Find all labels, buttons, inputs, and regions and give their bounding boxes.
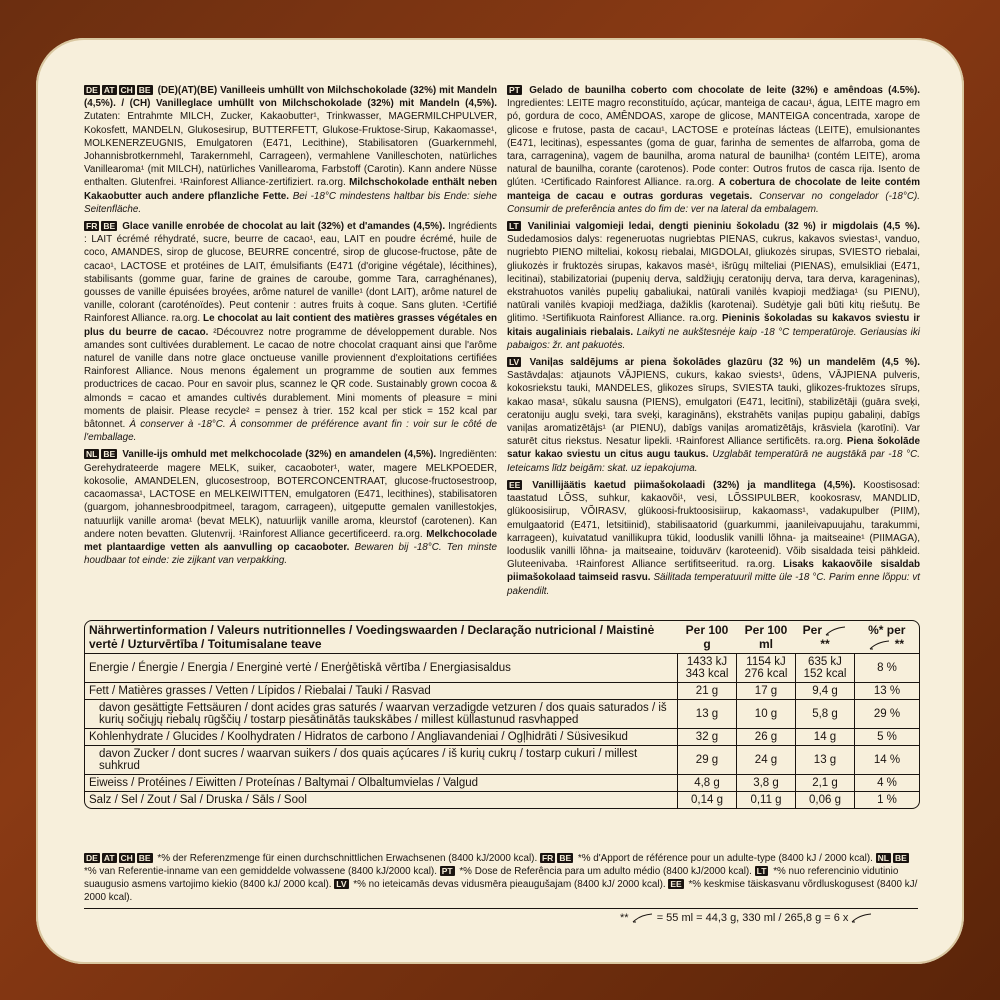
ice-cream-stick-icon: [851, 913, 873, 923]
flag-de: DE: [86, 853, 98, 863]
ingredients-nl: [84, 448, 497, 567]
value-per-portion: 0,06 g: [796, 792, 855, 809]
nutrition-row-energy: [85, 654, 919, 683]
value-per-100g: 0,14 g: [678, 792, 737, 809]
ice-cream-stick-icon: [825, 626, 847, 636]
value-per-100ml: 3,8 g: [737, 775, 796, 792]
value-per-portion: 635 kJ 152 kcal: [796, 654, 855, 683]
nutrient-label: Salz / Sel / Zout / Sal / Druska / Sāls / Sool: [85, 792, 678, 809]
footnote-nl: *% van Referentie-inname van een gemiddelde volwassene (8400 kJ/2000 kcal).: [84, 866, 437, 877]
ingredients-ee: [507, 479, 920, 598]
value-per-100ml: 1154 kJ 276 kcal: [737, 654, 796, 683]
ingredients-text-lt: Sudedamosios dalys: regeneruotas nugriebtas PIENAS, cukrus, kakavos sviestas¹, vanduo, nugriebto PIENO milteliai, kokosų riebalai, MIGDOLAI, gliukozės sirupas, SVIESTO riebalai, gliukozės ir fruktozės sirupas, kakavos masė¹, išrūgų milteliai (PIENAS), emulsikliai (E471, lecitinai), stabilizatoriai (pupenių derva, saldžiųjų ceratonijų derva, tara derva, karageninas), ekstrahuotos vanilės pupelių gabaliukai, natūrali vanilės kvapioji medžiaga¹ (su PIENU), natūrali vanilės kvapioji medžiaga, dažiklis (karotenai). Sudėtyje gali būti kitų riešutų. Be glitimo. ¹Sertifikuota Rainforest Alliance. ra.org.: [507, 234, 920, 325]
value-per-portion: 5,8 g: [796, 700, 855, 729]
ingredients-pt: [507, 84, 920, 216]
ingredients-text-lv: Sastāvdaļas: atjaunots VĀJPIENS, cukurs, kakao sviests¹, ūdens, VĀJPIENA pulveris, kokosriekstu tauki, MANDELES, glikozes sīrups, SVIESTA tauki, glikozes-fruktozes sīrups, kakao masa¹, sūkalu sausna (PIENS), emulgatori (E471, lecitīni), stabilizētāji (guāra sveķi, ceratoniju augļu sveķi, tara sveķi, karagināns), ekstrahēts vaniļas pupiņu gabaliņi, dabīgs vaniļas aromatizētājs¹ (ar PIENU), dabīgs vaniļas aromatizētājs, krāsviela (karotīni). Var saturēt citus riekstus. Nesatur lipekli. ¹Rainforest Alliance sertificēts. ra.org.: [507, 370, 920, 448]
sustainability-text-fr: ²Découvrez notre programme de développement durable. Nos amandes sont cultivées durablement. Le cacao de notre chocolat craquant ainsi que l'arôme naturel de vanille dans notre glace onctueuse vanille proviennent d'exploitations certifiées Rainforest Alliance. Nous menons également un programme de soutien aux femmes productrices de cacao. Pour en savoir plus, scannez le QR code. Sustainably grown cocoa & almonds = cacao et amandes cultivés durablement. Mini moments of pleasure = mini moments de plaisir. Please recycle² = pensez à trier. 152 kcal per stick = 152 kcal par bâtonnet.: [84, 326, 497, 431]
footnote-lt: *% nuo referencinio vidutinio suaugusio asmens vartojimo kiekio (8400 kJ/ 2000 kcal).: [84, 866, 899, 890]
storage-note-lt: Laikyti ne aukštesnėje kaip -18 °C temperatūroje. Geriausias iki pabaigos: žr. ant pakuotės.: [507, 326, 920, 351]
nutrition-table: [84, 620, 920, 809]
footnote-ee: *% keskmise täiskasvanu võrdluskogusest (8400 kJ/ 2000 kcal).: [84, 879, 918, 903]
flag-be: BE: [138, 85, 151, 95]
storage-note-ee: Säilitada temperatuuril mitte üle -18 °C. Parim enne lõppu: vt pakendilt.: [507, 572, 921, 597]
ingredients-text-fr: Ingrédients : LAIT écrémé réhydraté, sucre, beurre de cacao¹, eau, LAIT en poudre écrémé, huile de coco, AMANDES, sirop de glucose, BEURRE concentré, sirop de glucose-fructose, pâte de cacao¹, LACTOSE et protéines de LAIT, émulsifiants (E471 (d'origine végétale), lécithines), stabilisants (gomme guar, farine de graines de caroube, gomme Tara, carraghénanes), gousses de vanille épuisées broyées, arôme naturel de vanille¹ (dont LAIT), arôme naturel de vanille, colorant (caroténoïdes). Peut contenir : autres fruits à coque. Sans gluten. ¹Certifié Rainforest Alliance. ra.org.: [84, 221, 497, 325]
ingredients-fr: [84, 220, 497, 444]
value-pct: 5 %: [855, 729, 920, 746]
serving-prefix: **: [620, 912, 629, 924]
flag-lv: LV: [336, 879, 347, 889]
nutrition-row-salt: [85, 792, 919, 809]
value-per-100g: 29 g: [678, 746, 737, 775]
nutrition-header-label: Nährwertinformation / Valeurs nutritionnelles / Voedingswaarden / Declaração nutricional / Maistinė vertė / Uzturvērtība / Toitumisalane teave: [89, 623, 655, 651]
flag-be: BE: [138, 853, 151, 863]
flag-ch: CH: [120, 85, 133, 95]
flag-nl: NL: [86, 449, 98, 460]
value-pct: 8 %: [855, 654, 920, 683]
flag-nl: NL: [877, 853, 889, 863]
col-pct-label: %* per: [868, 623, 906, 637]
col-pct: [855, 621, 920, 654]
col-per-100ml: Per 100 ml: [744, 623, 788, 651]
value-per-portion: 14 g: [796, 729, 855, 746]
ingredients-section: [84, 84, 920, 602]
product-title-nl: Vanille-ijs omhuld met melkchocolade (32%) en amandelen (4,5%).: [122, 449, 437, 461]
fat-note-lt: Pieninis šokoladas su kakavos sviestu ir kitais augaliniais riebalais.: [507, 313, 920, 338]
nutrient-label: davon Zucker / dont sucres / waarvan suikers / dos quais açúcares / iš kurių cukrų / tostarp cukuri / millest suhkrud: [85, 746, 678, 775]
value-per-100ml: 0,11 g: [737, 792, 796, 809]
col-per-portion: [796, 621, 855, 654]
ingredients-text-ee: Koostisosad: taastatud LÕSS, suhkur, kakaovõi¹, vesi, LÕSSIPULBER, kookosrasv, MANDLID, glükoosisiirup, VÕIRASV, glükoosi-fruktoosisiirup, kakaomass¹, vadakupulber (PIIM), emulgaatorid (E471, letsitiinid), stabilisaatorid (guarkummi, jaanileivapuujahu, tarakummi, karrageen), kuivatatud vanillikupra tükid, looduslik vanilli lõhna- ja maitseaine¹ (PIIMAGA), looduslik vanilli lõhna- ja maitseaine, toiduvärv (karoteenid). Võib sisaldada teisi pähkleid. Gluteenivaba. ¹Rainforest Alliance sertifitseeritud. ra.org.: [507, 479, 920, 571]
storage-note-de: Bei -18°C mindestens haltbar bis Ende: siehe Seitenfläche.: [84, 190, 497, 215]
storage-note-pt: Conservar no congelador (-18°C). Consumir de preferência antes do fim de: ver na lateral da embalagem.: [507, 190, 921, 215]
flag-lt: LT: [756, 866, 767, 876]
fat-note-ee: Lisaks kakaovõile sisaldab piimašokolaad taimseid rasvu.: [507, 559, 920, 584]
ingredients-de: [84, 84, 497, 216]
nutrient-label: Fett / Matières grasses / Vetten / Lípidos / Riebalai / Tauki / Rasvad: [85, 683, 678, 700]
footnote-lv: *% no ieteicamās devas vidusmēra pieaugušajam (8400 kJ/ 2000 kcal).: [353, 879, 666, 890]
col-pct-mark: **: [894, 637, 905, 651]
footnote-fr: *% d'Apport de référence pour un adulte-type (8400 kJ / 2000 kcal).: [577, 853, 873, 864]
value-per-100ml: 24 g: [737, 746, 796, 775]
value-per-100ml: 10 g: [737, 700, 796, 729]
fat-note-lv: Piena šokolāde satur kakao sviestu un citus augu taukus.: [507, 436, 920, 461]
col-per-100g: Per 100 g: [685, 623, 729, 651]
value-per-100g: 1433 kJ 343 kcal: [678, 654, 737, 683]
flag-pt: PT: [509, 85, 520, 95]
flag-lt: LT: [509, 221, 519, 232]
value-per-portion: 9,4 g: [796, 683, 855, 700]
value-per-100g: 21 g: [678, 683, 737, 700]
flag-be: BE: [559, 853, 572, 863]
flag-ee: EE: [670, 879, 682, 889]
flag-pt: PT: [441, 866, 453, 876]
flag-fr: FR: [86, 221, 98, 232]
nutrition-row-carbohydrate: [85, 729, 919, 746]
nutrient-label: Energie / Énergie / Energia / Energinė vertė / Enerģētiskā vērtība / Energiasisaldus: [85, 654, 678, 683]
ingredients-right-column: [507, 84, 920, 602]
ingredients-lt: [507, 220, 920, 352]
reference-intake-footnote: [84, 852, 918, 909]
footnote-de: *% der Referenzmenge für einen durchschnittlichen Erwachsenen (8400 kJ/2000 kcal).: [157, 853, 538, 864]
storage-note-fr: À conserver à -18°C. À consommer de préférence avant fin : voir sur le côté de l'emballage.: [84, 419, 497, 444]
flag-ch: CH: [120, 853, 133, 863]
value-per-100g: 13 g: [678, 700, 737, 729]
flag-ee: EE: [509, 479, 521, 490]
ingredients-lv: [507, 356, 920, 475]
footnote-pt: *% Dose de Referência para um adulto médio (8400 kJ/2000 kcal).: [459, 866, 752, 877]
ingredients-text-pt: Ingredientes: LEITE magro reconstituído, açúcar, manteiga de cacau¹, água, LEITE magro em pó, gordura de coco, AMÊNDOAS, xarope de glicose, MANTEIGA concentrada, xarope de glicose e frutose, pasta de cacau¹, LACTOSE e proteínas lácteas (LEITE), emulsionantes (E471, lecitinas), espessantes (goma de guar, farinha de sementes de alfarroba, goma de tara, carragenina), vagem de baunilha, aroma natural de baunilha¹ (contém LEITE), aroma natural de baunilha, corante (carotenos). Pode conter: Outros frutos de casca rija. Isento de glúten. ¹Certificado Rainforest Alliance. ra.org.: [507, 98, 920, 189]
value-per-portion: 2,1 g: [796, 775, 855, 792]
fat-note-de: Milchschokolade enthält neben Kakaobutter auch andere pflanzliche Fette.: [84, 177, 497, 202]
value-pct: 1 %: [855, 792, 920, 809]
ingredients-text-nl: Ingrediënten: Gerehydrateerde magere MELK, suiker, cacaoboter¹, water, magere MELKPOEDER, kokosolie, AMANDELEN, glucosestroop, BOTERCONCENTRAAT, glucose-fructosestroop, cacaomassa¹, LACTOSE en MELKEIWITTEN, emulgatoren (E471, lecithines), stabilisatoren (guargom, johannesbroodpitmeel, taragom, carrageen), uitgeputte gemalen vanillestokjes, natuurlijk vanille aroma¹ (bevat MELK), natuurlijk vanille aroma, kleurstof (carotenen). Kan andere noten bevatten. Glutenvrij. ¹Rainforest Alliance gecertificeerd. ra.org.: [84, 449, 497, 540]
product-title-fr: Glace vanille enrobée de chocolat au lait (32%) et d'amandes (4,5%).: [122, 221, 446, 233]
ice-cream-stick-icon: [869, 640, 891, 650]
nutrition-row-saturates: [85, 700, 919, 729]
flag-lv: LV: [509, 357, 520, 368]
serving-size-note: [620, 912, 873, 924]
flag-be: BE: [103, 221, 116, 232]
product-title-lv: Vaniļas saldējums ar piena šokolādes glazūru (32 %) un mandelēm (4,5 %).: [529, 357, 920, 369]
product-title-de: (DE)(AT)(BE) Vanilleeis umhüllt von Milchschokolade (32%) mit Mandeln (4,5%). / (CH) Vanilleglace umhüllt von Milchschokolade (32%) mit Mandeln (4,5%).: [84, 85, 497, 110]
flag-be: BE: [895, 853, 907, 863]
col-per-portion-mark: **: [820, 637, 830, 651]
flag-fr: FR: [541, 853, 554, 863]
col-per-portion-label: Per: [802, 623, 822, 637]
value-per-100ml: 17 g: [737, 683, 796, 700]
product-title-pt: Gelado de baunilha coberto com chocolate de leite (32%) e amêndoas (4.5%).: [529, 85, 920, 96]
nutrition-header-row: [85, 621, 919, 654]
product-title-ee: Vanillijäätis kaetud piimašokolaadi (32%) ja mandlitega (4,5%).: [532, 479, 856, 491]
flag-de: DE: [86, 85, 98, 95]
value-pct: 13 %: [855, 683, 920, 700]
flag-be: BE: [103, 449, 116, 460]
serving-text: = 55 ml = 44,3 g, 330 ml / 265,8 g = 6 x: [656, 912, 849, 924]
value-pct: 4 %: [855, 775, 920, 792]
value-pct: 29 %: [855, 700, 920, 729]
flag-at: AT: [103, 853, 115, 863]
value-per-100g: 32 g: [678, 729, 737, 746]
storage-note-lv: Uzglabāt temperatūrā ne augstākā par -18 °C. Ieteicams līdz beigām: skat. uz iepakojuma.: [507, 449, 920, 474]
storage-note-nl: Bewaren bij -18°C. Ten minste houdbaar tot einde: zie zijkant van verpakking.: [84, 541, 497, 567]
nutrient-label: Eiweiss / Protéines / Eiwitten / Proteínas / Baltymai / Olbaltumvielas / Valgud: [85, 775, 678, 792]
nutrition-row-protein: [85, 775, 919, 792]
product-title-lt: Vaniliniai valgomieji ledai, dengti pieniniu šokoladu (32 %) ir migdolais (4,5 %).: [527, 221, 920, 233]
fat-note-fr: Le chocolat au lait contient des matières grasses végétales en plus du beurre de cacao.: [84, 313, 497, 338]
value-per-portion: 13 g: [796, 746, 855, 775]
nutrient-label: davon gesättigte Fettsäuren / dont acides gras saturés / waarvan verzadigde vetzuren / dos quais saturados / iš kurių sočiųjų riebalų rūgščių / tostarp piesātinātās taukskābes / millest küllastunud rasvhapped: [85, 700, 678, 729]
nutrition-row-sugars: [85, 746, 919, 775]
nutrient-label: Kohlenhydrate / Glucides / Koolhydraten / Hidratos de carbono / Angliavandeniai / Ogļhidrāti / Süsivesikud: [85, 729, 678, 746]
fat-note-pt: A cobertura de chocolate de leite contém manteiga de cacau e outras gorduras vegetais.: [507, 177, 920, 202]
ingredients-text-de: Zutaten: Entrahmte MILCH, Zucker, Kakaobutter¹, Trinkwasser, MAGERMILCHPULVER, Kokosfett, MANDELN, Glukosesirup, BUTTERFETT, Glukose-Fruktose-Sirup, Kakaomasse¹, MOLKENERZEUGNIS, Emulgatoren (E471, Lecithine), Stabilisatoren (Guarkernmehl, Johannisbrotkernmehl, Tarakernmehl, Carrageen), vermahlene Vanilleschoten, natürliches Vanillearoma¹ (mit MILCH), natürliches Vanillearoma, Farbstoff (Carotin). Kann andere Nüsse enthalten. Glutenfrei. ¹Rainforest Alliance-zertifiziert. ra.org.: [84, 111, 497, 189]
fat-note-nl: Melkchocolade met plantaardige vetten als aanvulling op cacaoboter.: [84, 528, 498, 553]
ice-cream-stick-icon: [632, 913, 654, 923]
ingredients-left-column: [84, 84, 497, 602]
value-per-100ml: 26 g: [737, 729, 796, 746]
flag-at: AT: [103, 85, 115, 95]
value-per-100g: 4,8 g: [678, 775, 737, 792]
nutrition-row-fat: [85, 683, 919, 700]
value-pct: 14 %: [855, 746, 920, 775]
